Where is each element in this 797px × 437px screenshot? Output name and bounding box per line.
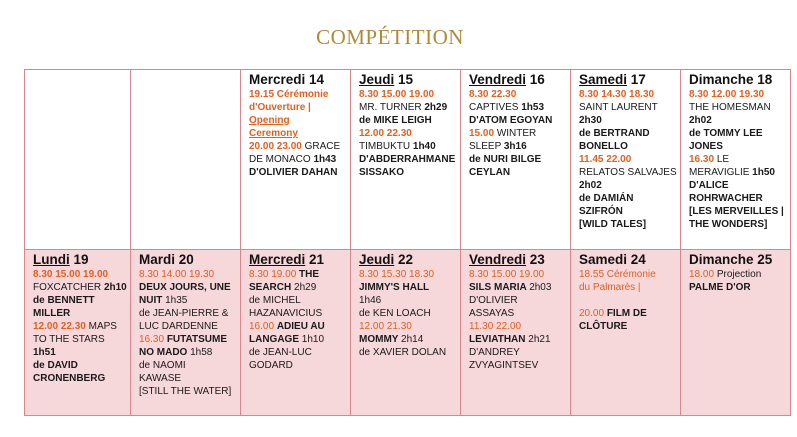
screening-line bbox=[579, 114, 676, 127]
screening-time: 8.30 15.00 19.00 bbox=[359, 89, 435, 100]
screening-time: 11.30 22.00 bbox=[469, 321, 522, 332]
screening-line bbox=[249, 101, 346, 114]
film-info: 1h51 bbox=[33, 347, 56, 358]
screening-line bbox=[359, 101, 456, 114]
day-heading-rest: Mardi 20 bbox=[139, 252, 194, 267]
film-info: ROHRWACHER bbox=[689, 193, 763, 204]
screening-line bbox=[359, 88, 456, 101]
day-heading bbox=[579, 72, 676, 87]
day-heading-rest: 23 bbox=[526, 252, 545, 267]
film-info: ZVYAGINTSEV bbox=[469, 360, 539, 371]
film-info: SLEEP bbox=[469, 141, 504, 152]
film-info: de NAOMI bbox=[139, 360, 186, 371]
film-info: de DAMIÁN bbox=[579, 193, 634, 204]
screening-line bbox=[689, 268, 786, 281]
film-info: RELATOS SALVAJES bbox=[579, 167, 677, 178]
screening-line bbox=[33, 333, 126, 346]
day-heading-underlined: Mercredi bbox=[249, 252, 306, 267]
film-info: 2h10 bbox=[103, 282, 127, 293]
screening-time: 16.30 bbox=[139, 334, 167, 345]
screening-line bbox=[579, 166, 676, 179]
screening-time: 8.30 14.00 19.30 bbox=[139, 269, 215, 280]
day-heading-underlined: Vendredi bbox=[469, 252, 527, 267]
day-heading bbox=[359, 72, 456, 87]
screening-line bbox=[359, 294, 456, 307]
page-title: COMPÉTITION bbox=[316, 25, 464, 49]
film-info: [LES MERVEILLES | bbox=[689, 206, 784, 217]
film-info: 1h58 bbox=[190, 347, 213, 358]
day-heading bbox=[359, 252, 456, 267]
screening-time: 8.30 19.00 bbox=[249, 269, 300, 280]
screening-line bbox=[579, 127, 676, 140]
day-cell bbox=[241, 250, 351, 416]
film-info: 2h02 bbox=[689, 115, 712, 126]
film-info: 2h30 bbox=[579, 115, 602, 126]
screening-line bbox=[33, 268, 126, 281]
day-cell bbox=[351, 250, 461, 416]
day-heading-rest: 17 bbox=[627, 72, 646, 87]
day-cell bbox=[571, 250, 681, 416]
screening-line bbox=[249, 114, 346, 127]
screening-line bbox=[689, 101, 786, 114]
day-heading-underlined: Samedi bbox=[579, 72, 628, 87]
screening-line bbox=[359, 127, 456, 140]
film-info: CAPTIVES bbox=[469, 102, 522, 113]
screening-line bbox=[139, 307, 236, 320]
film-info: CLÔTURE bbox=[579, 321, 628, 332]
day-cell bbox=[25, 70, 131, 250]
day-cell bbox=[131, 70, 241, 250]
screening-line bbox=[579, 140, 676, 153]
film-info: HAZANAVICIUS bbox=[249, 308, 323, 319]
screening-line bbox=[689, 114, 786, 127]
film-info: MOMMY bbox=[359, 334, 402, 345]
day-heading-underlined: Jeudi bbox=[359, 252, 395, 267]
screening-line bbox=[579, 192, 676, 205]
screening-line bbox=[469, 153, 566, 166]
screening-line bbox=[469, 114, 566, 127]
film-info: Projection bbox=[716, 269, 762, 280]
film-info: 2h21 bbox=[528, 334, 551, 345]
film-info: de NURI BILGE bbox=[469, 154, 542, 165]
screening-line bbox=[689, 88, 786, 101]
day-heading bbox=[689, 252, 786, 267]
screening-line bbox=[359, 320, 456, 333]
screening-line bbox=[469, 320, 566, 333]
screening-line bbox=[469, 307, 566, 320]
screening-line bbox=[579, 101, 676, 114]
film-info: LUC DARDENNE bbox=[139, 321, 218, 332]
screening-line bbox=[689, 153, 786, 166]
day-heading bbox=[249, 252, 346, 267]
screening-line bbox=[579, 205, 676, 218]
day-heading bbox=[689, 72, 786, 87]
day-heading-rest: 19 bbox=[69, 252, 89, 267]
film-info: D'ANDREY bbox=[469, 347, 520, 358]
screening-line bbox=[469, 166, 566, 179]
film-info: DE MONACO bbox=[249, 154, 314, 165]
screening-line bbox=[469, 333, 566, 346]
screening-time: 8.30 12.00 19.30 bbox=[689, 89, 765, 100]
film-info: 1h10 bbox=[301, 334, 325, 345]
week-row-1 bbox=[25, 70, 791, 250]
film-info: LANGAGE bbox=[249, 334, 302, 345]
day-cell bbox=[681, 250, 791, 416]
screening-line bbox=[579, 294, 676, 307]
film-info: D'OLIVIER bbox=[469, 295, 518, 306]
screening-line bbox=[359, 114, 456, 127]
screening-line bbox=[689, 205, 786, 218]
screening-time: 15.00 bbox=[469, 128, 497, 139]
screening-time: 19.15 Cérémonie bbox=[249, 89, 329, 100]
screening-time: 20.00 23.00 bbox=[249, 141, 305, 152]
film-info: TIMBUKTU bbox=[359, 141, 413, 152]
screening-time: Opening bbox=[249, 115, 290, 126]
screening-line bbox=[249, 268, 346, 281]
day-heading-rest: Dimanche 25 bbox=[689, 252, 773, 267]
screening-time: 12.00 21.30 bbox=[359, 321, 412, 332]
film-info: 1h35 bbox=[165, 295, 188, 306]
screening-line bbox=[249, 166, 346, 179]
screening-line bbox=[33, 281, 126, 294]
screening-line bbox=[33, 320, 126, 333]
day-heading-underlined: Lundi bbox=[33, 252, 70, 267]
film-info: FOXCATCHER bbox=[33, 282, 104, 293]
film-info: NO MADO bbox=[139, 347, 191, 358]
screening-line bbox=[249, 127, 346, 140]
screening-line bbox=[249, 346, 346, 359]
screening-line bbox=[689, 192, 786, 205]
day-heading bbox=[469, 252, 566, 267]
screening-line bbox=[689, 166, 786, 179]
day-cell bbox=[25, 250, 131, 416]
screening-line bbox=[33, 372, 126, 385]
screening-line bbox=[249, 294, 346, 307]
week-row-2 bbox=[25, 250, 791, 416]
film-info: CRONENBERG bbox=[33, 373, 106, 384]
screening-time: 8.30 22.30 bbox=[469, 89, 517, 100]
screening-line bbox=[689, 281, 786, 294]
film-info: JIMMY'S HALL bbox=[359, 282, 430, 293]
screening-time: Ceremony bbox=[249, 128, 298, 139]
screening-line bbox=[359, 307, 456, 320]
screening-time: 8.30 15.00 19.00 bbox=[469, 269, 545, 280]
screening-line bbox=[689, 179, 786, 192]
film-info: de TOMMY LEE bbox=[689, 128, 763, 139]
day-heading-underlined: Jeudi bbox=[359, 72, 395, 87]
film-info: THE WONDERS] bbox=[689, 219, 768, 230]
film-info: D'ABDERRAHMANE bbox=[359, 154, 456, 165]
screening-line bbox=[359, 333, 456, 346]
screening-line bbox=[469, 140, 566, 153]
film-info: SEARCH bbox=[249, 282, 295, 293]
screening-line bbox=[689, 218, 786, 231]
screening-line bbox=[33, 307, 126, 320]
film-info: 1h53 bbox=[521, 102, 545, 113]
film-info: de JEAN-PIERRE & bbox=[139, 308, 229, 319]
film-info: SZIFRÓN bbox=[579, 206, 623, 217]
screening-line bbox=[469, 294, 566, 307]
screening-line bbox=[579, 218, 676, 231]
film-info: de XAVIER DOLAN bbox=[359, 347, 447, 358]
screening-line bbox=[689, 140, 786, 153]
day-heading bbox=[579, 252, 676, 267]
day-heading-rest: 16 bbox=[526, 72, 545, 87]
day-cell bbox=[131, 250, 241, 416]
screening-line bbox=[359, 140, 456, 153]
day-cell bbox=[571, 70, 681, 250]
screening-line bbox=[359, 268, 456, 281]
screening-line bbox=[33, 294, 126, 307]
screening-line bbox=[139, 372, 236, 385]
film-info: de MICHEL bbox=[249, 295, 301, 306]
film-info: de MIKE LEIGH bbox=[359, 115, 432, 126]
day-cell bbox=[241, 70, 351, 250]
screening-time: 16.00 bbox=[249, 321, 277, 332]
screening-line bbox=[139, 346, 236, 359]
film-info: 1h46 bbox=[359, 295, 382, 306]
film-info: 3h16 bbox=[503, 141, 527, 152]
film-info: [WILD TALES] bbox=[579, 219, 647, 230]
film-info: LE bbox=[716, 154, 730, 165]
film-info: JONES bbox=[689, 141, 723, 152]
film-info: MILLER bbox=[33, 308, 71, 319]
screening-time: 8.30 14.30 18.30 bbox=[579, 89, 655, 100]
screening-line bbox=[139, 385, 236, 398]
film-info: D'ATOM EGOYAN bbox=[469, 115, 553, 126]
screening-line bbox=[689, 127, 786, 140]
film-info: PALME D'OR bbox=[689, 282, 751, 293]
screening-line bbox=[469, 346, 566, 359]
film-info: 2h14 bbox=[401, 334, 424, 345]
screening-time: 8.30 15.00 19.00 bbox=[33, 269, 109, 280]
day-heading-rest: Dimanche 18 bbox=[689, 72, 773, 87]
day-heading bbox=[33, 252, 126, 267]
film-info: SILS MARIA bbox=[469, 282, 530, 293]
film-info: TO THE STARS bbox=[33, 334, 105, 345]
screening-line bbox=[139, 294, 236, 307]
screening-line bbox=[249, 333, 346, 346]
film-info: de JEAN-LUC bbox=[249, 347, 312, 358]
day-cell bbox=[461, 70, 571, 250]
screening-line bbox=[33, 346, 126, 359]
day-cell bbox=[461, 250, 571, 416]
screening-line bbox=[139, 281, 236, 294]
film-info: KAWASE bbox=[139, 373, 182, 384]
screening-line bbox=[579, 268, 676, 281]
screening-line bbox=[579, 88, 676, 101]
day-heading-underlined: Vendredi bbox=[469, 72, 527, 87]
film-info: de DAVID bbox=[33, 360, 78, 371]
film-info: MAPS bbox=[88, 321, 117, 332]
screening-line bbox=[139, 320, 236, 333]
screening-time: 11.45 22.00 bbox=[579, 154, 632, 165]
schedule-table bbox=[24, 69, 791, 416]
film-info: LEVIATHAN bbox=[469, 334, 529, 345]
film-info: ASSAYAS bbox=[469, 308, 515, 319]
screening-line bbox=[469, 127, 566, 140]
screening-time: 18.55 Cérémonie bbox=[579, 269, 656, 280]
screening-line bbox=[579, 320, 676, 333]
film-info: GODARD bbox=[249, 360, 293, 371]
film-info: 1h43 bbox=[313, 154, 337, 165]
screening-line bbox=[249, 88, 346, 101]
film-info: THE HOMESMAN bbox=[689, 102, 771, 113]
film-info: FILM DE bbox=[606, 308, 647, 319]
screening-line bbox=[139, 359, 236, 372]
screening-time: 20.00 bbox=[579, 308, 607, 319]
film-info: MR. TURNER bbox=[359, 102, 425, 113]
screening-line bbox=[33, 359, 126, 372]
screening-line bbox=[249, 153, 346, 166]
day-heading bbox=[249, 72, 346, 87]
screening-line bbox=[469, 268, 566, 281]
screening-line bbox=[359, 153, 456, 166]
day-cell bbox=[351, 70, 461, 250]
film-info: ADIEU AU bbox=[276, 321, 325, 332]
screening-time: 16.30 bbox=[689, 154, 717, 165]
day-cell bbox=[681, 70, 791, 250]
screening-line bbox=[579, 281, 676, 294]
film-info: CEYLAN bbox=[469, 167, 511, 178]
film-info: SISSAKO bbox=[359, 167, 405, 178]
film-info: [STILL THE WATER] bbox=[139, 386, 232, 397]
film-info: D'ALICE bbox=[689, 180, 729, 191]
screening-time: 8.30 15.30 18.30 bbox=[359, 269, 435, 280]
film-info: GRACE bbox=[304, 141, 341, 152]
screening-line bbox=[579, 179, 676, 192]
screening-line bbox=[139, 268, 236, 281]
screening-line bbox=[249, 140, 346, 153]
film-info: de BERTRAND bbox=[579, 128, 650, 139]
screening-line bbox=[579, 307, 676, 320]
film-info: BONELLO bbox=[579, 141, 628, 152]
day-heading-rest: Samedi 24 bbox=[579, 252, 646, 267]
film-info: 1h50 bbox=[752, 167, 775, 178]
film-info: 1h40 bbox=[412, 141, 436, 152]
screening-line bbox=[249, 359, 346, 372]
screening-line bbox=[249, 281, 346, 294]
film-info: WINTER bbox=[496, 128, 537, 139]
film-info: 2h29 bbox=[424, 102, 448, 113]
day-heading-rest: 22 bbox=[394, 252, 414, 267]
film-info: THE bbox=[299, 269, 320, 280]
screening-time: 12.00 22.30 bbox=[33, 321, 89, 332]
film-info: 2h02 bbox=[579, 180, 602, 191]
screening-line bbox=[469, 359, 566, 372]
screening-time: 12.00 22.30 bbox=[359, 128, 412, 139]
film-info: FUTATSUME bbox=[166, 334, 227, 345]
film-info: de KEN LOACH bbox=[359, 308, 431, 319]
screening-line bbox=[359, 346, 456, 359]
screening-line bbox=[469, 281, 566, 294]
screening-line bbox=[579, 153, 676, 166]
screening-line bbox=[469, 88, 566, 101]
day-heading bbox=[469, 72, 566, 87]
film-info: 2h29 bbox=[294, 282, 317, 293]
film-info: SAINT LAURENT bbox=[579, 102, 658, 113]
screening-line bbox=[139, 333, 236, 346]
screening-line bbox=[249, 320, 346, 333]
film-info: DEUX JOURS, UNE bbox=[139, 282, 231, 293]
screening-time: du Palmarès | bbox=[579, 282, 641, 293]
screening-time: d'Ouverture | bbox=[249, 102, 311, 113]
day-heading-rest: 15 bbox=[394, 72, 414, 87]
film-info: D'OLIVIER DAHAN bbox=[249, 167, 338, 178]
screening-line bbox=[359, 166, 456, 179]
screening-time: 18.00 bbox=[689, 269, 717, 280]
screening-line bbox=[469, 101, 566, 114]
film-info: NUIT bbox=[139, 295, 166, 306]
film-info: de BENNETT bbox=[33, 295, 95, 306]
screening-line bbox=[249, 307, 346, 320]
day-heading-rest: 21 bbox=[305, 252, 325, 267]
film-info: MERAVIGLIE bbox=[689, 167, 753, 178]
screening-line bbox=[359, 281, 456, 294]
film-info: 2h03 bbox=[529, 282, 552, 293]
day-heading-rest: Mercredi 14 bbox=[249, 72, 325, 87]
day-heading bbox=[139, 252, 236, 267]
